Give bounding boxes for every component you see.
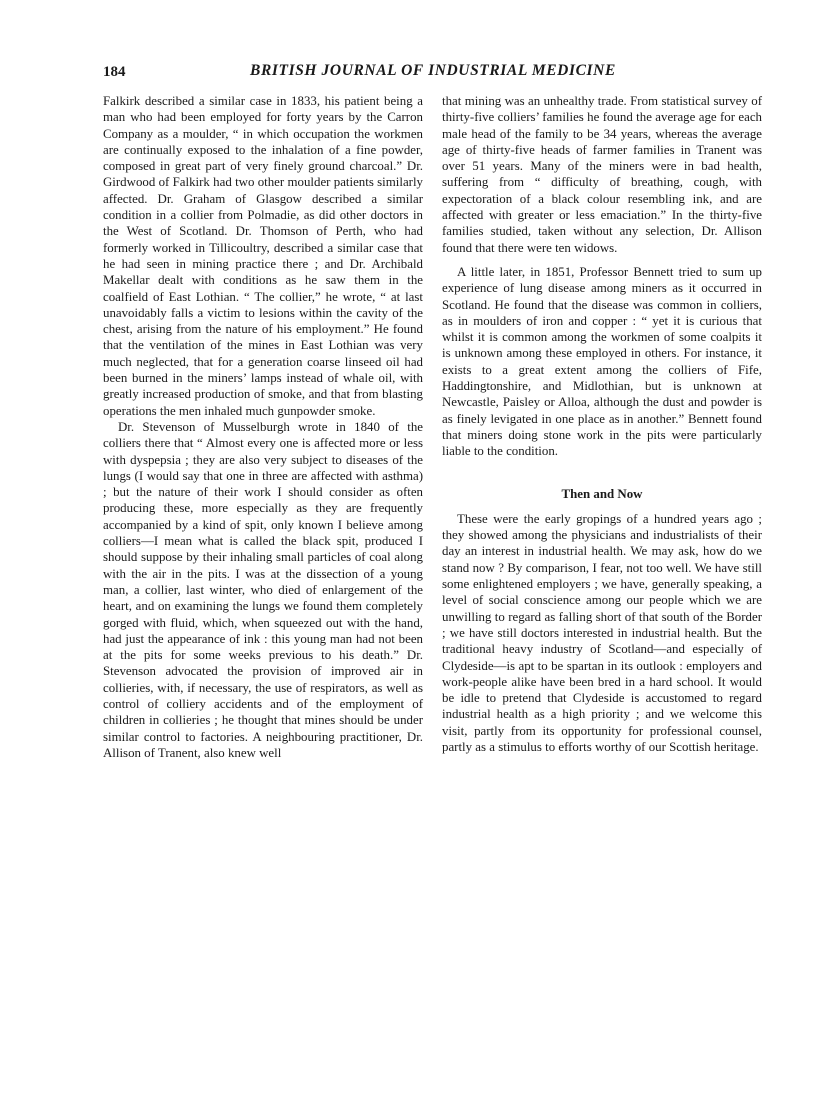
journal-title: BRITISH JOURNAL OF INDUSTRIAL MEDICINE [250,62,616,79]
paragraph-then-and-now: These were the early gropings of a hundred years ago ; they showed among the physicians and industrialists of their day an interest in industrial health. We may ask, how do we stand now ? By comparison, I fear, not too well. We have still some enlightened employers ; we have, generally speaking, a level of social conscience among our people which we are unwilling to regard as falling short of that south of the Border ; we have still doctors interested in industrial health. But the traditional heavy industry of Scotland—and especially of Clydeside—is apt to be spartan in its outlook : employers and work-people alike have been bred in a hard school. It would be idle to pretend that Clydeside is accustomed to regard industrial health as a high priority ; and we welcome this visit, partly from its opportunity for professional counsel, partly as a stimulus to efforts worthy of our Scottish heritage. [442,511,762,754]
section-heading: Then and Now [561,486,643,501]
page-number: 184 [103,64,126,80]
right-column [442,93,762,755]
paragraph-stevenson: Dr. Stevenson of Musselburgh wrote in 1840 of the colliers there that “ Almost every one is affected more or less with dyspepsia ; they are also very subject to diseases of the lungs (I would say that one in three are affected with asthma) ; but the nature of their work I should consider as often producing these, more especially as they are frequently accompanied by a kind of spit, only known I believe among colliers—I mean what is called the black spit, produced I should suppose by their inhaling small particles of coal along with the air in the pits. I was at the dissection of a young man, a collier, last winter, who died of enlargement of the heart, and on examining the lungs we found them completely gorged with fluid, which, when squeezed out with the hand, had just the appearance of ink : this young man had not been at the pits for some weeks previous to his death.” Dr. Stevenson advocated the provision of improved air in collieries, with, if necessary, the use of respirators, as well as control of colliery accidents and of the employment of children in collieries ; he thought that mines should be under similar control to factories. A neighbouring practitioner, Dr. Allison of Tranent, also knew well [103,419,423,760]
paragraph-bennett: A little later, in 1851, Professor Bennett tried to sum up experience of lung disease among miners as it occurred in Scotland. He found that the disease was common in colliers, as in moulders of iron and copper : “ yet it is curious that whilst it is common among the workmen of some coalpits it is unknown among these employed in others. For instance, it exists to a great extent among the colliers of Fife, Haddingtonshire, and Midlothian, but is unknown at Newcastle, Paisley or Alloa, although the dust and powder is as finely levigated in one place as in another.” Bennett found that miners doing stone work in the pits were particularly liable to the condition. [442,264,762,459]
paragraph-allison-survey: that mining was an unhealthy trade. From statistical survey of thirty-five colliers’ families he found the average age for each male head of the family to be 34 years, whereas the average age of thirty-five heads of farmer families in Tranent was over 51 years. Many of the miners were in bad health, suffering from “ difficulty of breathing, cough, with expectoration of a black colour resembling ink, and are affected with greater or less emaciation.” In the thirty-five families studied, taken without any selection, Dr. Allison found that there were ten widows. [442,94,762,255]
running-header [103,62,723,86]
paragraph-falkirk-cases: Falkirk described a similar case in 1833, his patient being a man who had been employed for forty years by the Carron Company as a moulder, “ in which occupation the workmen are continually exposed to the inhalation of a fine powder, composed in great part of very finely ground charcoal.” Dr. Girdwood of Falkirk had two other moulder patients similarly affected. Dr. Graham of Glasgow described a similar condition in a collier from Polmadie, as did other doctors in the West of Scotland. Dr. Thomson of Perth, who had formerly worked in Tillicoultry, described a similar case that he had seen in mining practice there ; and Dr. Archibald Makellar dealt with conditions as he saw them in the coalfield of East Lothian. “ The collier,” he wrote, “ at last unavoidably falls a victim to lesions within the cavity of the chest, arising from the nature of his employment.” He found that the ventilation of the mines in East Lothian was very much neglected, that for a generation coarse linseed oil had been burned in the miners’ lamps instead of whale oil, with greatly increased production of smoke, and that from blasting operations the men inhaled much gunpowder smoke. [103,94,423,418]
left-column [103,93,423,761]
